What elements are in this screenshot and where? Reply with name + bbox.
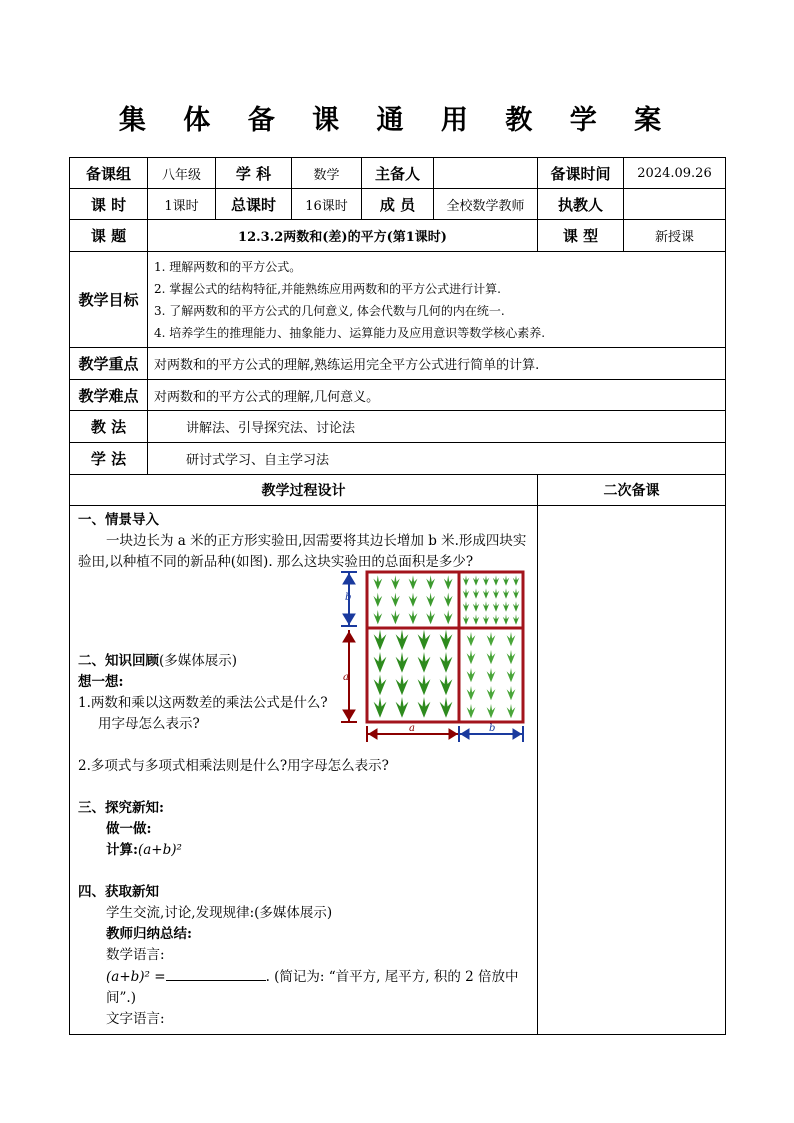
second-prep-header: 二次备课	[538, 475, 726, 506]
teacher-summary: 教师归纳总结:	[106, 926, 192, 942]
section-new-knowledge-title: 四、获取新知	[78, 884, 159, 900]
study-method-label: 学 法	[70, 443, 148, 475]
key-point-value: 对两数和的平方公式的理解,熟练运用完全平方公式进行简单的计算.	[148, 348, 726, 380]
question-1b: 用字母怎么表示?	[98, 716, 200, 732]
row-goals	[70, 252, 726, 348]
row-method	[70, 411, 726, 443]
formula-lhs: (a+b)² =	[106, 969, 166, 985]
field-figure	[335, 570, 525, 752]
subject-value: 数学	[292, 158, 362, 189]
executor-value	[624, 189, 726, 220]
goal-item: 2. 掌握公式的结构特征,并能熟练应用两数和的平方公式进行计算.	[154, 281, 501, 296]
section-review-note: (多媒体展示)	[159, 653, 238, 669]
period-value: 1课时	[148, 189, 216, 220]
second-prep-area[interactable]	[538, 506, 726, 1035]
goal-item: 4. 培养学生的推理能力、抽象能力、运算能力及应用意识等数学核心素养.	[154, 325, 546, 340]
calc-line	[78, 840, 529, 861]
lesson-plan-table	[69, 157, 726, 1035]
total-period-value: 16课时	[292, 189, 362, 220]
main-preparer-value	[434, 158, 538, 189]
executor-label: 执教人	[538, 189, 624, 220]
intro-text: 一块边长为 a 米的正方形实验田,因需要将其边长增加 b 米.形成四块实验田,以种植不同的新品种(如图). 那么这块实验田的总面积是多少?	[78, 533, 527, 570]
total-period-label: 总课时	[216, 189, 292, 220]
goal-item: 1. 理解两数和的平方公式。	[154, 259, 302, 274]
prep-time-label: 备课时间	[538, 158, 624, 189]
prep-time-value: 2024.09.26	[624, 158, 726, 189]
process-content	[70, 506, 538, 1035]
student-discussion: 学生交流,讨论,发现规律:(多媒体展示)	[106, 905, 333, 921]
main-preparer-label: 主备人	[362, 158, 434, 189]
topic-value: 12.3.2两数和(差)的平方(第1课时)	[148, 220, 538, 252]
row-difficulty	[70, 380, 726, 411]
row-study	[70, 443, 726, 475]
label-a-horizontal: a	[409, 723, 415, 734]
topic-label: 课 题	[70, 220, 148, 252]
text-language-label: 文字语言:	[106, 1011, 165, 1027]
teaching-method-label: 教 法	[70, 411, 148, 443]
row-period	[70, 189, 726, 220]
label-a-vertical: a	[343, 672, 349, 683]
row-process-header	[70, 475, 726, 506]
goals-list	[148, 252, 726, 348]
row-key	[70, 348, 726, 380]
formula-line	[78, 966, 529, 1009]
goals-label: 教学目标	[70, 252, 148, 348]
label-b-vertical: b	[345, 592, 352, 603]
group-label: 备课组	[70, 158, 148, 189]
member-value: 全校数学教师	[434, 189, 538, 220]
think-label: 想一想:	[78, 674, 124, 690]
period-label: 课 时	[70, 189, 148, 220]
section-review-title: 二、知识回顾	[78, 653, 159, 669]
page-title: 集 体 备 课 通 用 教 学 案	[118, 105, 676, 136]
question-1: 1.两数和乘以这两数差的乘法公式是什么?	[78, 695, 328, 711]
formula-blank[interactable]	[166, 966, 266, 981]
study-method-value: 研讨式学习、自主学习法	[148, 443, 726, 475]
calc-label: 计算:	[106, 842, 138, 858]
section-explore-title: 三、探究新知:	[78, 800, 164, 816]
row-topic	[70, 220, 726, 252]
subject-label: 学 科	[216, 158, 292, 189]
goal-item: 3. 了解两数和的平方公式的几何意义, 体会代数与几何的内在统一.	[154, 303, 505, 318]
row-process	[70, 506, 726, 1035]
member-label: 成 员	[362, 189, 434, 220]
calc-expression: (a+b)²	[137, 842, 182, 858]
row-group	[70, 158, 726, 189]
math-language-label: 数学语言:	[106, 947, 165, 963]
key-point-label: 教学重点	[70, 348, 148, 380]
lesson-type-label: 课 型	[538, 220, 624, 252]
label-b-horizontal: b	[489, 723, 496, 734]
question-2: 2.多项式与多项式相乘法则是什么?用字母怎么表示?	[78, 758, 389, 774]
process-header: 教学过程设计	[70, 475, 538, 506]
formula-mnemonic: . (简记为: “首平方, 尾平方, 积的 2 倍放中间”.)	[106, 969, 519, 1006]
difficulty-value: 对两数和的平方公式的理解,几何意义。	[148, 380, 726, 411]
group-value: 八年级	[148, 158, 216, 189]
do-label: 做一做:	[106, 821, 152, 837]
section-intro-title: 一、情景导入	[78, 512, 159, 528]
teaching-method-value: 讲解法、引导探究法、讨论法	[148, 411, 726, 443]
lesson-type-value: 新授课	[624, 220, 726, 252]
difficulty-label: 教学难点	[70, 380, 148, 411]
